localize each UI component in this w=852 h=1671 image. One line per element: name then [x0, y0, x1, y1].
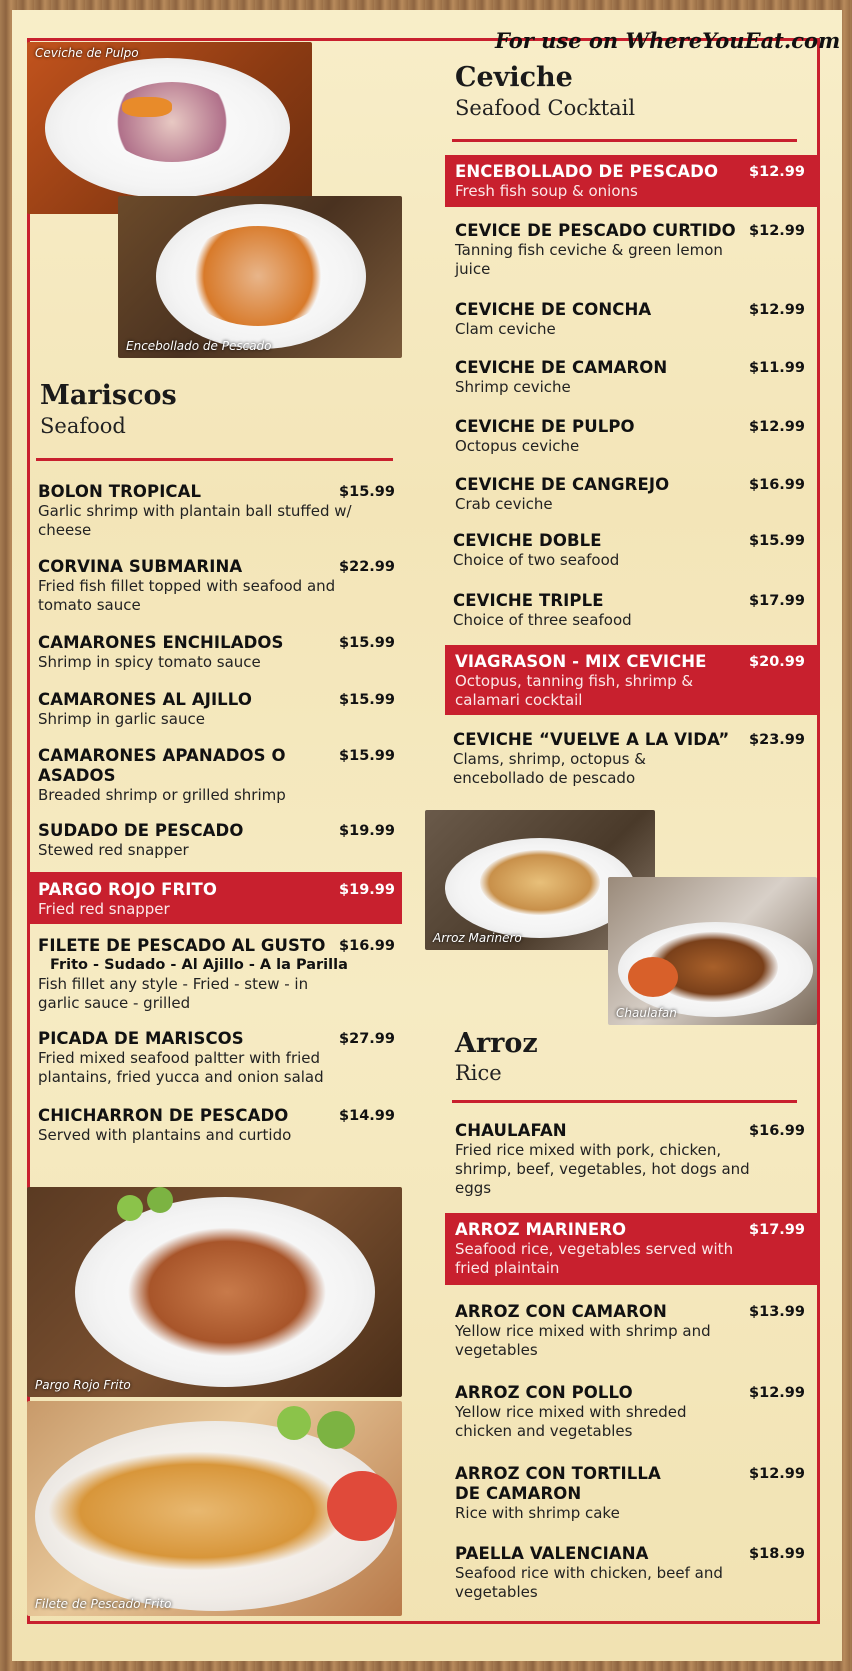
- menu-item: SUDADO DE PESCADO $19.99 Stewed red snapper: [38, 821, 395, 859]
- menu-item: CORVINA SUBMARINA $22.99 Fried fish fillet topped with seafood and tomato sauce: [38, 557, 395, 614]
- menu-item: PICADA DE MARISCOS $27.99 Fried mixed seafood paltter with fried plantains, fried yucca and onion salad: [38, 1029, 395, 1086]
- mariscos-divider: [36, 458, 393, 461]
- ceviche-divider: [452, 139, 797, 142]
- menu-item: CEVICHE TRIPLE $17.99 Choice of three seafood: [453, 591, 805, 629]
- menu-item-featured: ARROZ MARINERO $17.99 Seafood rice, vegetables served with fried plaintain: [445, 1213, 817, 1285]
- photo-encebollado: [118, 196, 402, 358]
- photo-filete-frito: [27, 1401, 402, 1616]
- menu-item-featured: ENCEBOLLADO DE PESCADO $12.99 Fresh fish soup & onions: [445, 155, 817, 207]
- watermark: For use on WhereYouEat.com: [495, 28, 841, 53]
- arroz-title: Arroz: [455, 1028, 538, 1059]
- photo-caption: Pargo Rojo Frito: [35, 1378, 131, 1392]
- menu-item: CEVICHE DE CONCHA $12.99 Clam ceviche: [455, 300, 805, 338]
- arroz-subtitle: Rice: [455, 1061, 502, 1085]
- menu-item: CHICHARRON DE PESCADO $14.99 Served with plantains and curtido: [38, 1106, 395, 1144]
- menu-item: ARROZ CON CAMARON $13.99 Yellow rice mixed with shrimp and vegetables: [455, 1302, 805, 1359]
- menu-item-featured: PARGO ROJO FRITO $19.99 Fried red snapper: [27, 872, 402, 924]
- ceviche-title: Ceviche: [455, 62, 573, 93]
- photo-caption: Arroz Marinero: [433, 931, 522, 945]
- mariscos-title: Mariscos: [40, 380, 177, 411]
- photo-caption: Chaulafan: [616, 1006, 677, 1020]
- menu-item: CAMARONES APANADOS O ASADOS $15.99 Breaded shrimp or grilled shrimp: [38, 746, 395, 804]
- menu-item: FILETE DE PESCADO AL GUSTO $16.99 Frito - Sudado - Al Ajillo - A la Parilla Fish fillet any style - Fried - stew - in garlic sauce - grilled: [38, 936, 395, 1012]
- mariscos-subtitle: Seafood: [40, 414, 126, 438]
- menu-item: CEVICHE DE CAMARON $11.99 Shrimp ceviche: [455, 358, 805, 396]
- photo-caption: Ceviche de Pulpo: [35, 46, 139, 60]
- menu-item: CHAULAFAN $16.99 Fried rice mixed with pork, chicken, shrimp, beef, vegetables, hot dogs and eggs: [455, 1121, 805, 1197]
- menu-item: BOLON TROPICAL $15.99 Garlic shrimp with plantain ball stuffed w/ cheese: [38, 482, 395, 539]
- menu-item-featured: VIAGRASON - MIX CEVICHE $20.99 Octopus, tanning fish, shrimp & calamari cocktail: [445, 645, 817, 715]
- ceviche-subtitle: Seafood Cocktail: [455, 96, 636, 120]
- menu-item: CAMARONES ENCHILADOS $15.99 Shrimp in spicy tomato sauce: [38, 633, 395, 671]
- menu-item: ARROZ CON POLLO $12.99 Yellow rice mixed with shreded chicken and vegetables: [455, 1383, 805, 1440]
- menu-item: CEVICHE DE PULPO $12.99 Octopus ceviche: [455, 417, 805, 455]
- photo-ceviche-de-pulpo: [27, 42, 312, 214]
- photo-caption: Encebollado de Pescado: [126, 339, 272, 353]
- arroz-divider: [452, 1100, 797, 1103]
- menu-item: CEVICE DE PESCADO CURTIDO $12.99 Tanning fish ceviche & green lemon juice: [455, 221, 805, 278]
- photo-caption: Filete de Pescado Frito: [35, 1597, 172, 1611]
- menu-item: CAMARONES AL AJILLO $15.99 Shrimp in garlic sauce: [38, 690, 395, 728]
- menu-item: CEVICHE DE CANGREJO $16.99 Crab ceviche: [455, 475, 805, 513]
- menu-item: CEVICHE “VUELVE A LA VIDA” $23.99 Clams, shrimp, octopus & encebollado de pescado: [453, 730, 805, 787]
- menu-item: ARROZ CON TORTILLA DE CAMARON $12.99 Rice with shrimp cake: [455, 1464, 805, 1522]
- photo-chaulafan: [608, 877, 817, 1025]
- menu-item: PAELLA VALENCIANA $18.99 Seafood rice with chicken, beef and vegetables: [455, 1544, 805, 1601]
- photo-pargo-rojo: [27, 1187, 402, 1397]
- menu-item: CEVICHE DOBLE $15.99 Choice of two seafood: [453, 531, 805, 569]
